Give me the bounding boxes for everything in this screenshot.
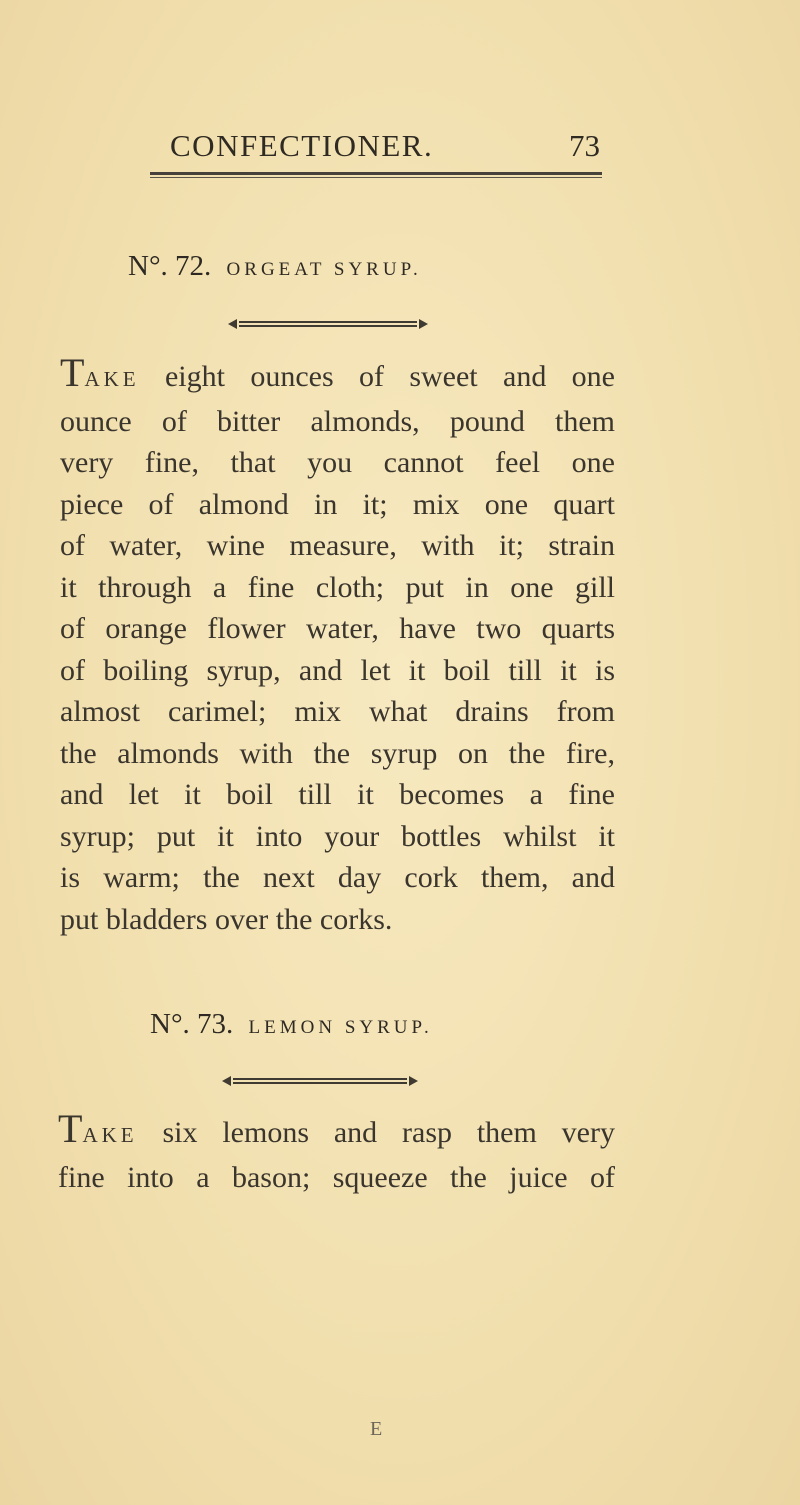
recipe-72-line: almost carimel; mix what drains from	[60, 695, 615, 728]
recipe-72-line: ounce of bitter almonds, pound them	[60, 404, 615, 438]
header-rule	[150, 172, 602, 179]
recipe-72-title: ORGEAT SYRUP.	[226, 259, 422, 280]
recipe-72-line: piece of almond in it; mix one quart	[60, 487, 615, 521]
recipe-72-line: and let it boil till it becomes a fine	[60, 778, 615, 811]
recipe-72-body	[60, 350, 615, 940]
recipe-73-first-word: AKE	[82, 1123, 138, 1147]
page-number: 73	[569, 128, 600, 163]
recipe-72-line: of boiling syrup, and let it boil till it is	[60, 653, 615, 687]
recipe-73-initial: T	[58, 1106, 83, 1151]
recipe-72-number: N°. 72.	[128, 250, 212, 282]
recipe-72-line: of orange flower water, have two quarts	[60, 612, 615, 645]
recipe-73-body	[58, 1106, 615, 1198]
recipe-72-line: TAKE eight ounces of sweet and one	[60, 350, 615, 395]
recipe-72-first-word: AKE	[84, 367, 140, 391]
running-title: CONFECTIONER.	[170, 128, 434, 163]
recipe-72-line: very fine, that you cannot feel one	[60, 446, 615, 479]
ornamental-rule-icon	[222, 1075, 418, 1087]
recipe-73-number: N°. 73.	[150, 1008, 234, 1040]
running-head	[170, 128, 600, 168]
recipe-73-line: fine into a bason; squeeze the juice of	[58, 1160, 615, 1194]
recipe-73-title: LEMON SYRUP.	[248, 1017, 433, 1038]
recipe-72-line: of water, wine measure, with it; strain	[60, 529, 615, 562]
recipe-72-initial: T	[60, 350, 85, 395]
recipe-72-line: put bladders over the corks.	[60, 902, 393, 936]
ornamental-rule-icon	[228, 318, 428, 330]
recipe-72-line: is warm; the next day cork them, and	[60, 861, 615, 894]
recipe-72-line: the almonds with the syrup on the fire,	[60, 736, 615, 770]
signature-mark: E	[370, 1418, 383, 1440]
recipe-72-line: it through a fine cloth; put in one gill	[60, 570, 615, 604]
recipe-73-heading	[150, 1008, 710, 1041]
recipe-72-line: syrup; put it into your bottles whilst it	[60, 819, 615, 853]
recipe-73-line: TAKE six lemons and rasp them very	[58, 1106, 615, 1151]
recipe-72-heading	[128, 250, 688, 283]
